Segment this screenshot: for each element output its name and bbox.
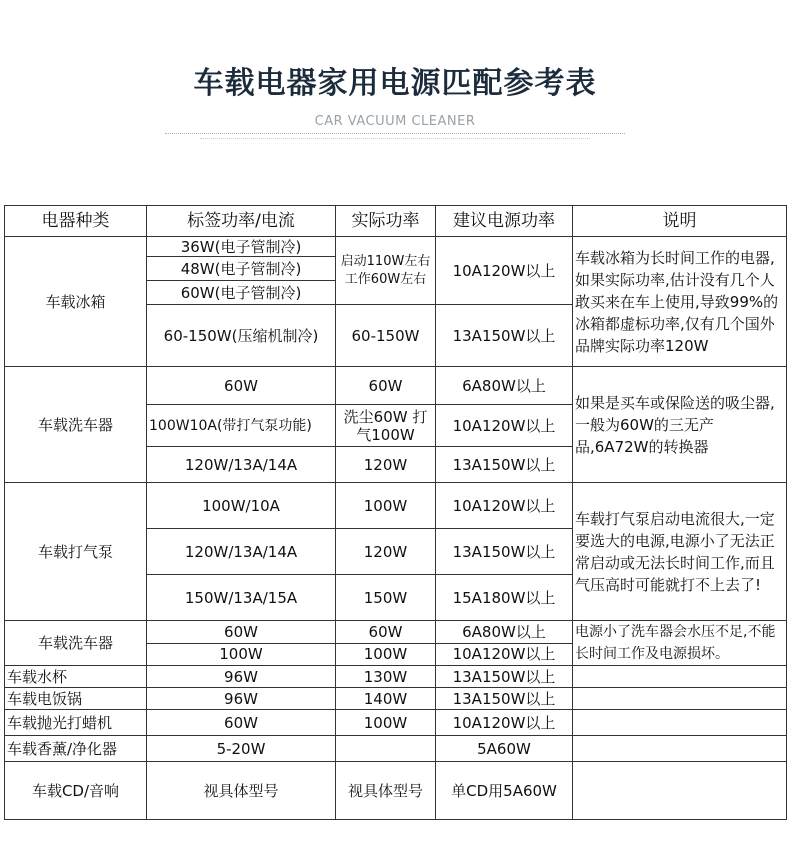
label-power-cell: 100W [147, 643, 336, 666]
actual-power-cell: 60-150W [336, 305, 436, 367]
table-row [5, 688, 787, 710]
actual-power-cell: 140W [336, 688, 436, 710]
suggested-power-cell: 13A150W以上 [436, 529, 573, 575]
label-power-cell: 视具体型号 [147, 762, 336, 820]
page-subtitle: CAR VACUUM CLEANER [314, 114, 476, 129]
category-cell: 车载CD/音响 [5, 762, 147, 820]
actual-power-cell: 视具体型号 [336, 762, 436, 820]
notes-cell [573, 710, 787, 736]
suggested-power-cell: 13A150W以上 [436, 688, 573, 710]
label-power-cell: 48W(电子管制冷) [147, 257, 336, 281]
notes-cell [573, 762, 787, 820]
label-power-cell: 100W10A(带打气泵功能) [147, 405, 336, 447]
suggested-power-cell: 6A80W以上 [436, 621, 573, 644]
suggested-power-cell: 10A120W以上 [436, 237, 573, 305]
category-cell: 车载水杯 [5, 666, 147, 688]
actual-power-cell: 60W [336, 367, 436, 405]
label-power-cell: 60-150W(压缩机制冷) [147, 305, 336, 367]
notes-cell: 车载冰箱为长时间工作的电器,如果实际功率,估计没有几个人敢买来在车上使用,导致99%的冰箱都虚标功率,仅有几个国外品牌实际功率120W [573, 237, 787, 367]
power-match-table [4, 205, 787, 820]
label-power-cell: 96W [147, 666, 336, 688]
actual-power-cell: 120W [336, 447, 436, 483]
table-row [5, 710, 787, 736]
notes-cell [573, 688, 787, 710]
category-cell: 车载冰箱 [5, 237, 147, 367]
category-cell: 车载香薰/净化器 [5, 736, 147, 762]
col-header-label-power: 标签功率/电流 [147, 206, 336, 237]
label-power-cell: 150W/13A/15A [147, 575, 336, 621]
col-header-suggested-power: 建议电源功率 [436, 206, 573, 237]
actual-power-cell: 洗尘60W 打气100W [336, 405, 436, 447]
actual-power-cell [336, 736, 436, 762]
notes-cell: 电源小了洗车器会水压不足,不能长时间工作及电源损坏。 [573, 621, 787, 666]
label-power-cell: 60W(电子管制冷) [147, 281, 336, 305]
actual-power-cell: 150W [336, 575, 436, 621]
label-power-cell: 96W [147, 688, 336, 710]
suggested-power-cell: 13A150W以上 [436, 447, 573, 483]
suggested-power-cell: 10A120W以上 [436, 483, 573, 529]
actual-power-cell: 100W [336, 710, 436, 736]
suggested-power-cell: 单CD用5A60W [436, 762, 573, 820]
notes-cell: 车载打气泵启动电流很大,一定要选大的电源,电源小了无法正常启动或无法长时间工作,而且气压高时可能就打不上去了! [573, 483, 787, 621]
table-row [5, 367, 787, 405]
table-row [5, 762, 787, 820]
suggested-power-cell: 13A150W以上 [436, 305, 573, 367]
suggested-power-cell: 6A80W以上 [436, 367, 573, 405]
table-header-row [5, 206, 787, 237]
suggested-power-cell: 15A180W以上 [436, 575, 573, 621]
actual-power-cell: 启动110W左右 工作60W左右 [336, 237, 436, 305]
actual-power-cell: 60W [336, 621, 436, 644]
label-power-cell: 60W [147, 621, 336, 644]
label-power-cell: 120W/13A/14A [147, 447, 336, 483]
col-header-actual-power: 实际功率 [336, 206, 436, 237]
suggested-power-cell: 10A120W以上 [436, 710, 573, 736]
suggested-power-cell: 13A150W以上 [436, 666, 573, 688]
category-cell: 车载打气泵 [5, 483, 147, 621]
notes-cell [573, 666, 787, 688]
label-power-cell: 100W/10A [147, 483, 336, 529]
label-power-cell: 60W [147, 710, 336, 736]
label-power-cell: 36W(电子管制冷) [147, 237, 336, 257]
category-cell: 车载洗车器 [5, 621, 147, 666]
label-power-cell: 5-20W [147, 736, 336, 762]
category-cell: 车载洗车器 [5, 367, 147, 483]
col-header-notes: 说明 [573, 206, 787, 237]
table-row [5, 621, 787, 644]
actual-power-cell: 100W [336, 483, 436, 529]
notes-cell [573, 736, 787, 762]
label-power-cell: 60W [147, 367, 336, 405]
label-power-cell: 120W/13A/14A [147, 529, 336, 575]
table-row [5, 666, 787, 688]
actual-power-cell: 130W [336, 666, 436, 688]
notes-cell: 如果是买车或保险送的吸尘器,一般为60W的三无产品,6A72W的转换器 [573, 367, 787, 483]
suggested-power-cell: 10A120W以上 [436, 405, 573, 447]
table-row [5, 237, 787, 257]
category-cell: 车载抛光打蜡机 [5, 710, 147, 736]
suggested-power-cell: 5A60W [436, 736, 573, 762]
table-row [5, 483, 787, 529]
table-row [5, 736, 787, 762]
actual-power-cell: 100W [336, 643, 436, 666]
actual-power-cell: 120W [336, 529, 436, 575]
divider-line [200, 138, 590, 139]
page-title: 车载电器家用电源匹配参考表 [193, 66, 597, 101]
col-header-category: 电器种类 [5, 206, 147, 237]
divider-line [165, 133, 625, 134]
category-cell: 车载电饭锅 [5, 688, 147, 710]
suggested-power-cell: 10A120W以上 [436, 643, 573, 666]
